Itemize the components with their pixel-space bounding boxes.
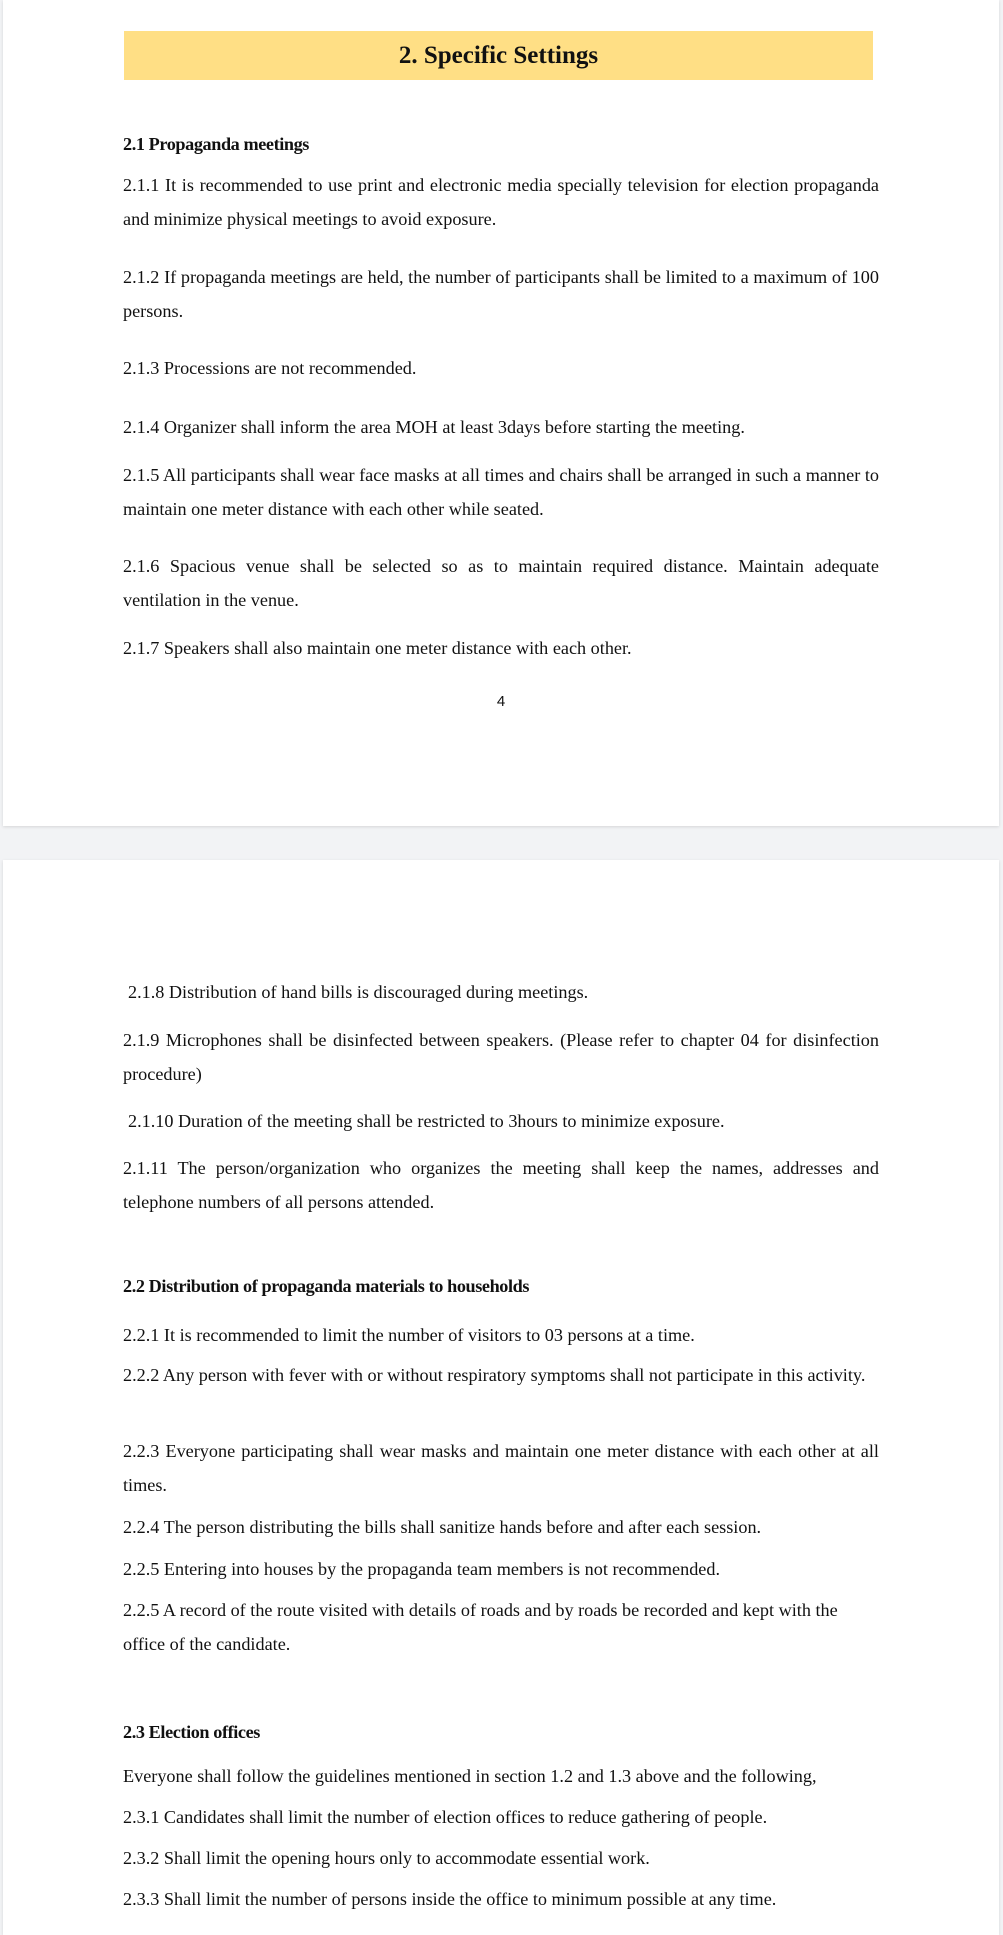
paragraph-2-2-5-record: 2.2.5 A record of the route visited with details of roads and by roads be recorded and kept with the office of the candidate. bbox=[123, 1600, 838, 1654]
paragraph-2-3-1: 2.3.1 Candidates shall limit the number of election offices to reduce gathering of people. bbox=[123, 1807, 768, 1827]
paragraph-2-1-8: 2.1.8 Distribution of hand bills is discouraged during meetings. bbox=[128, 982, 589, 1002]
paragraph-2-1-11: 2.1.11 The person/organization who organizes the meeting shall keep the names, addresses and telephone numbers of all persons attended. bbox=[123, 1158, 879, 1212]
section-heading-2-2: 2.2 Distribution of propaganda materials to households bbox=[123, 1276, 530, 1296]
paragraph-2-1-5: 2.1.5 All participants shall wear face masks at all times and chairs shall be arranged in such a manner to maintain one meter distance with each other while seated. bbox=[123, 465, 879, 519]
paragraph-2-3-3: 2.3.3 Shall limit the number of persons inside the office to minimum possible at any time. bbox=[123, 1889, 777, 1909]
paragraph-2-2-3: 2.2.3 Everyone participating shall wear masks and maintain one meter distance with each other at all times. bbox=[123, 1441, 879, 1495]
paragraph-2-1-7: 2.1.7 Speakers shall also maintain one meter distance with each other. bbox=[123, 638, 632, 658]
paragraph-2-1-9: 2.1.9 Microphones shall be disinfected between speakers. (Please refer to chapter 04 for disinfection procedure) bbox=[123, 1030, 879, 1084]
paragraph-2-1-1: 2.1.1 It is recommended to use print and electronic media specially television for election propaganda and minimize physical meetings to avoid exposure. bbox=[123, 175, 879, 229]
section-heading-2-1: 2.1 Propaganda meetings bbox=[123, 134, 309, 154]
page-number: 4 bbox=[496, 693, 506, 710]
document-page-4 bbox=[3, 0, 999, 826]
paragraph-2-2-4: 2.2.4 The person distributing the bills shall sanitize hands before and after each session. bbox=[123, 1517, 762, 1537]
section-title-banner: 2. Specific Settings bbox=[124, 31, 873, 80]
document-page-5 bbox=[3, 860, 999, 1935]
paragraph-2-1-2: 2.1.2 If propaganda meetings are held, the number of participants shall be limited to a maximum of 100 persons. bbox=[123, 267, 879, 321]
section-heading-2-3: 2.3 Election offices bbox=[123, 1722, 260, 1742]
paragraph-2-1-4: 2.1.4 Organizer shall inform the area MOH at least 3days before starting the meeting. bbox=[123, 417, 745, 437]
paragraph-2-3-intro: Everyone shall follow the guidelines mentioned in section 1.2 and 1.3 above and the following, bbox=[123, 1766, 817, 1786]
paragraph-2-1-3: 2.1.3 Processions are not recommended. bbox=[123, 358, 417, 378]
paragraph-2-2-1: 2.2.1 It is recommended to limit the number of visitors to 03 persons at a time. bbox=[123, 1325, 695, 1345]
paragraph-2-2-5: 2.2.5 Entering into houses by the propaganda team members is not recommended. bbox=[123, 1559, 721, 1579]
paragraph-2-1-6: 2.1.6 Spacious venue shall be selected so as to maintain required distance. Maintain adequate ventilation in the venue. bbox=[123, 556, 879, 610]
paragraph-2-1-10: 2.1.10 Duration of the meeting shall be restricted to 3hours to minimize exposure. bbox=[128, 1111, 725, 1131]
paragraph-2-2-2: 2.2.2 Any person with fever with or without respiratory symptoms shall not participate in this activity. bbox=[123, 1365, 866, 1385]
paragraph-2-3-2: 2.3.2 Shall limit the opening hours only to accommodate essential work. bbox=[123, 1848, 650, 1868]
